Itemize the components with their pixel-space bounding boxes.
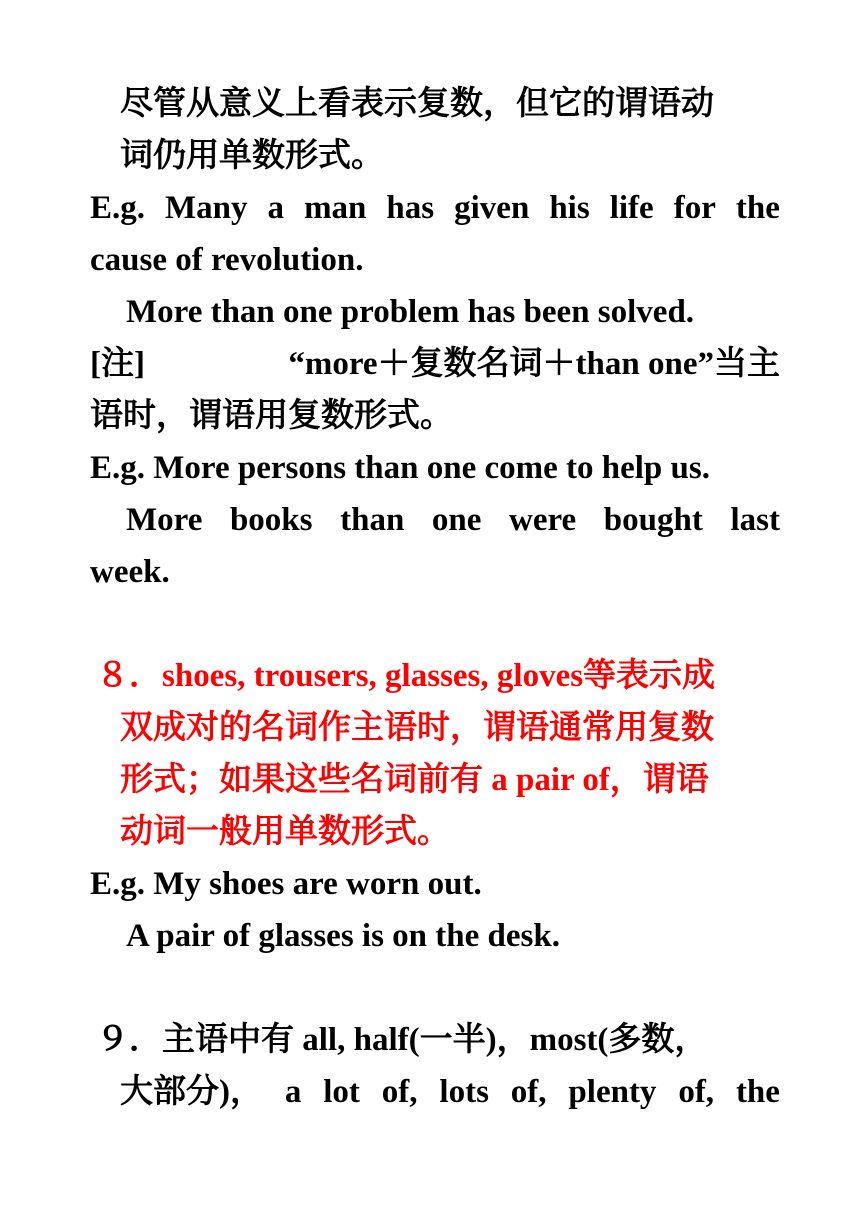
rule-9-heading: ９．主语中有 all, half(一半)，most(多数， [96,1022,708,1058]
example-line: E.g. My shoes are worn out. [90,866,482,902]
word: one [431,502,482,538]
word: plenty [568,1074,657,1110]
rule-8-line: 双成对的名词作主语时，谓语通常用复数 [120,710,714,746]
word: given [454,190,530,226]
word: life [609,190,654,226]
word: More [126,502,203,538]
word: books [229,502,313,538]
word: E.g. [90,190,146,226]
example-line: A pair of glasses is on the desk. [126,918,560,954]
word: of, [510,1074,547,1110]
note-line: 语时，谓语用复数形式。 [90,398,453,434]
example-line [126,494,780,546]
rule-9-line [120,1066,780,1118]
word: 大部分)， [120,1074,263,1110]
rule-8-line: 动词一般用单数形式。 [120,814,450,850]
word: lot [323,1074,360,1110]
word: Many [165,190,248,226]
note-text: “more＋复数名词＋than one”当主 [288,346,780,382]
word: than [340,502,405,538]
word: the [735,190,780,226]
text-line: 尽管从意义上看表示复数，但它的谓语动 [120,86,714,122]
word: of, [678,1074,715,1110]
text-line: 词仍用单数形式。 [120,138,384,174]
word: a [267,190,285,226]
example-line: More than one problem has been solved. [126,294,695,330]
word: were [509,502,577,538]
word: of, [381,1074,418,1110]
example-line: week. [90,554,170,590]
example-line: cause of revolution. [90,242,364,278]
example-line: E.g. More persons than one come to help us. [90,450,710,486]
word: for [673,190,716,226]
rule-8-heading: ８．shoes, trousers, glasses, gloves等表示成 [96,658,716,694]
note-label: [注] [90,346,145,382]
word: bought [603,502,703,538]
example-line [90,182,780,234]
word: last [730,502,780,538]
word: man [304,190,367,226]
word: the [735,1074,780,1110]
word: has [386,190,435,226]
note-line [90,338,780,390]
rule-8-line: 形式；如果这些名词前有 a pair of，谓语 [120,762,709,798]
word: his [549,190,590,226]
word: lots [439,1074,489,1110]
word: a [284,1074,302,1110]
